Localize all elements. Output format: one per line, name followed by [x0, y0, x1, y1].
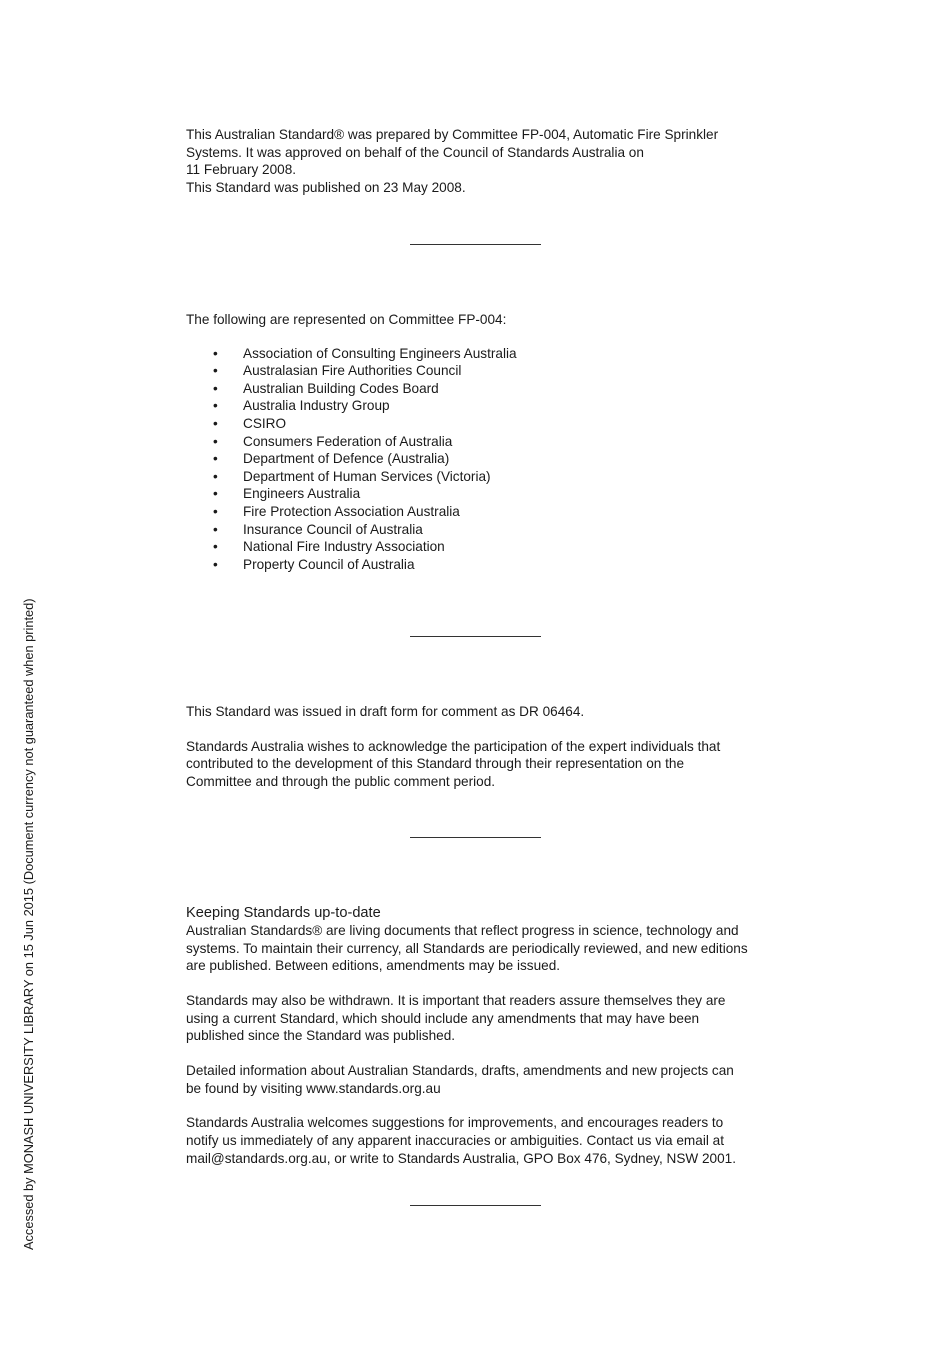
acknowledgement-line: contributed to the development of this Standard through their representation on the	[186, 756, 685, 772]
section-divider	[410, 837, 541, 838]
bullet-icon: •	[213, 415, 218, 431]
committee-member: Property Council of Australia	[243, 556, 415, 572]
preparation-line: 11 February 2008.	[186, 162, 297, 178]
bullet-icon: •	[213, 345, 218, 361]
committee-member: National Fire Industry Association	[243, 539, 445, 555]
committee-member: Australasian Fire Authorities Council	[243, 363, 462, 379]
list-item	[186, 397, 786, 415]
paragraph-line: Detailed information about Australian Standards, drafts, amendments and new projects can	[186, 1062, 734, 1078]
bullet-icon: •	[213, 468, 218, 484]
list-item	[186, 362, 786, 380]
paragraph-line: Standards may also be withdrawn. It is important that readers assure themselves they are	[186, 992, 726, 1008]
section-heading: Keeping Standards up-to-date	[186, 905, 381, 921]
acknowledgement-line: Committee and through the public comment period.	[186, 773, 496, 789]
paragraph-line: using a current Standard, which should include any amendments that may have been	[186, 1010, 700, 1026]
paragraph-line: Australian Standards® are living documents that reflect progress in science, technology and	[186, 923, 739, 938]
list-item	[186, 556, 786, 574]
list-item	[186, 345, 786, 363]
bullet-icon: •	[213, 398, 218, 414]
keeping-up-to-date-section	[186, 904, 786, 1167]
paragraph-line: are published. Between editions, amendments may be issued.	[186, 958, 561, 974]
list-item	[186, 538, 786, 556]
preparation-line: Systems. It was approved on behalf of the Council of Standards Australia on	[186, 144, 644, 160]
bullet-icon: •	[213, 503, 218, 519]
acknowledgement-line: Standards Australia wishes to acknowledge the participation of the expert individuals that	[186, 738, 721, 754]
section-divider	[410, 244, 541, 245]
committee-member: Department of Defence (Australia)	[243, 451, 450, 467]
paragraph-line: systems. To maintain their currency, all Standards are periodically reviewed, and new editions	[186, 940, 748, 956]
committee-member-list	[186, 345, 786, 574]
paragraph-line: Standards Australia welcomes suggestions for improvements, and encourages readers to	[186, 1115, 724, 1131]
committee-member: Australia Industry Group	[243, 398, 390, 414]
list-item	[186, 485, 786, 503]
bullet-icon: •	[213, 521, 218, 537]
list-item	[186, 521, 786, 539]
committee-member: Consumers Federation of Australia	[243, 433, 453, 449]
committee-member: Department of Human Services (Victoria)	[243, 468, 491, 484]
list-item	[186, 433, 786, 451]
committee-member: Insurance Council of Australia	[243, 521, 423, 537]
paragraph-line: published since the Standard was published.	[186, 1028, 456, 1044]
publication-date-line: This Standard was published on 23 May 2008.	[186, 179, 466, 195]
paragraph-line: notify us immediately of any apparent inaccuracies or ambiguities. Contact us via email at	[186, 1132, 724, 1148]
list-item	[186, 468, 786, 486]
list-item	[186, 415, 786, 433]
bullet-icon: •	[213, 380, 218, 396]
section-divider	[410, 636, 541, 637]
committee-member: CSIRO	[243, 415, 287, 431]
committee-intro: The following are represented on Committee FP-004:	[186, 312, 507, 327]
committee-member: Engineers Australia	[243, 486, 361, 502]
list-item	[186, 380, 786, 398]
bullet-icon: •	[213, 363, 218, 379]
bullet-icon: •	[213, 433, 218, 449]
preparation-statement	[186, 126, 786, 196]
committee-member: Australian Building Codes Board	[243, 380, 439, 396]
list-item	[186, 503, 786, 521]
bullet-icon: •	[213, 539, 218, 555]
bullet-icon: •	[213, 486, 218, 502]
preparation-line: This Australian Standard® was prepared by Committee FP-004, Automatic Fire Sprinkler	[186, 127, 719, 142]
bullet-icon: •	[213, 556, 218, 572]
paragraph-line: be found by visiting www.standards.org.au	[186, 1080, 441, 1096]
draft-section	[186, 703, 786, 791]
committee-section	[186, 311, 786, 573]
section-divider	[410, 1205, 541, 1206]
list-item	[186, 450, 786, 468]
access-notice-sidebar: Accessed by MONASH UNIVERSITY LIBRARY on 15 Jun 2015 (Document currency not guaranteed when printed)	[21, 598, 36, 1250]
bullet-icon: •	[213, 451, 218, 467]
committee-member: Association of Consulting Engineers Australia	[243, 345, 517, 361]
paragraph-line: mail@standards.org.au, or write to Standards Australia, GPO Box 476, Sydney, NSW 2001.	[186, 1150, 737, 1166]
draft-issued-text: This Standard was issued in draft form for comment as DR 06464.	[186, 704, 585, 719]
committee-member: Fire Protection Association Australia	[243, 503, 460, 519]
